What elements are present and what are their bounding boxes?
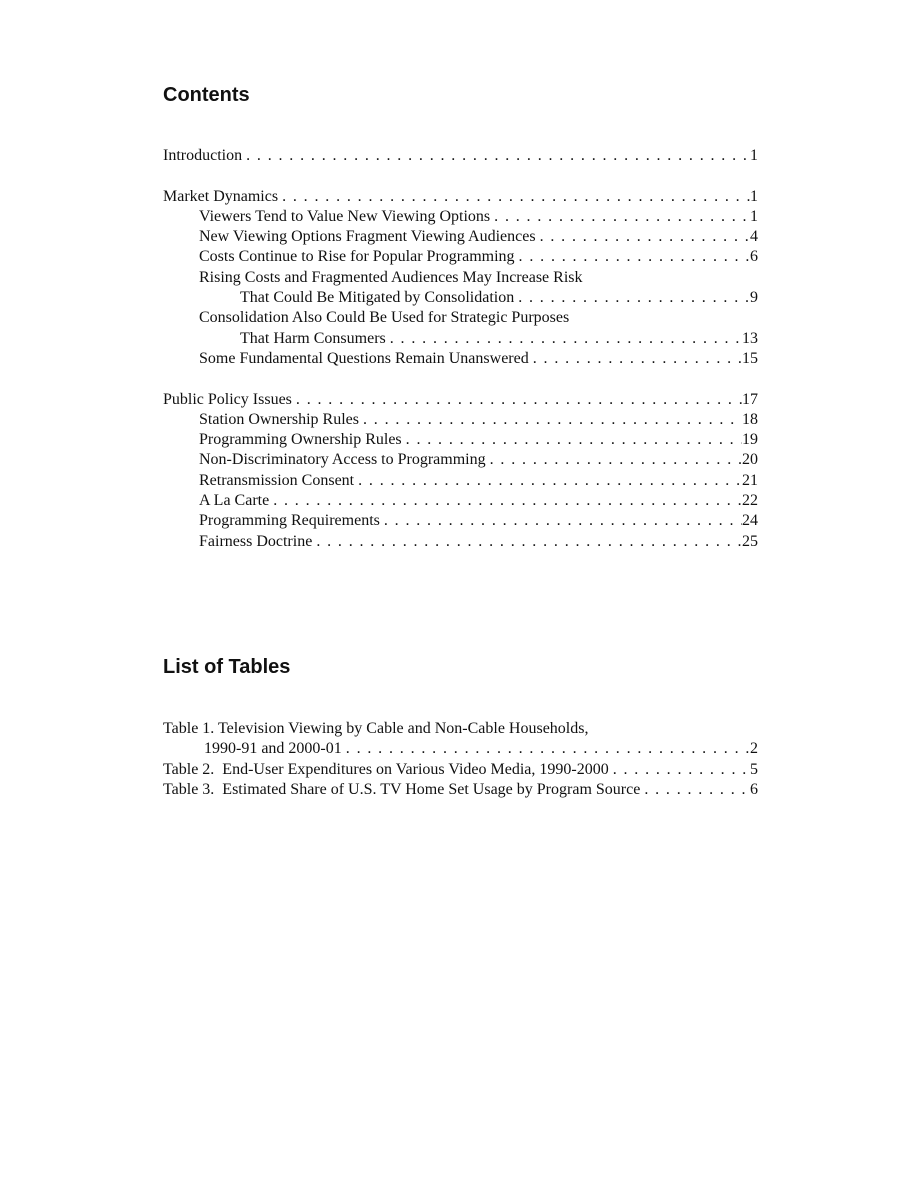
toc-entry-label: Public Policy Issues	[163, 390, 292, 408]
dot-leader	[529, 349, 742, 369]
toc-entry-label: Programming Requirements	[199, 512, 380, 530]
toc-entry-label: Programming Ownership Rules	[199, 431, 402, 449]
table-entry-1-line2[interactable]	[163, 739, 758, 759]
toc-entry-page: 24	[742, 512, 758, 530]
toc-entry-fundamental-questions[interactable]	[163, 349, 758, 369]
table-entry-label: Table 2. End-User Expenditures on Various Video Media, 1990-2000	[163, 760, 609, 778]
toc-entry-page: 13	[742, 329, 758, 347]
toc-entry-label: Fairness Doctrine	[199, 532, 313, 550]
toc-entry-page: 22	[742, 492, 758, 510]
toc-entry-page: 4	[750, 228, 758, 246]
toc-entry-page: 15	[742, 349, 758, 367]
toc-entry-page: 1	[750, 187, 758, 205]
toc-entry-page: 18	[742, 410, 758, 428]
dot-leader	[514, 288, 750, 308]
toc-entry-retransmission-consent[interactable]	[163, 471, 758, 491]
dot-leader	[536, 227, 750, 247]
dot-leader	[359, 410, 742, 430]
toc-entry-fairness-doctrine[interactable]	[163, 532, 758, 552]
dot-leader	[278, 187, 750, 207]
toc-entry-rising-costs-line1[interactable]	[163, 268, 758, 288]
toc-entry-page: 9	[750, 289, 758, 307]
toc-entry-programming-requirements[interactable]	[163, 511, 758, 531]
toc-entry-label: Some Fundamental Questions Remain Unanswered	[199, 349, 529, 367]
dot-leader	[402, 430, 742, 450]
toc-entry-fragment-audiences[interactable]	[163, 227, 758, 247]
toc-entry-page: 19	[742, 431, 758, 449]
dot-leader	[312, 532, 742, 552]
dot-leader	[640, 780, 750, 800]
table-entry-label: Table 3. Estimated Share of U.S. TV Home Set Usage by Program Source	[163, 780, 641, 798]
toc-entry-label: Retransmission Consent	[199, 471, 355, 489]
dot-leader	[242, 146, 750, 166]
toc-entry-label: Station Ownership Rules	[199, 410, 359, 428]
toc-entry-page: 20	[742, 451, 758, 469]
toc-entry-page: 17	[742, 390, 758, 408]
table-entry-3[interactable]	[163, 780, 758, 800]
toc-entry-page: 1	[750, 147, 758, 164]
dot-leader	[292, 390, 742, 410]
toc-entry-page: 21	[742, 471, 758, 489]
toc-entry-label: Rising Costs and Fragmented Audiences May Increase Risk	[199, 268, 583, 286]
toc-entry-consolidation-line1[interactable]	[163, 308, 758, 328]
list-of-tables-heading: List of Tables	[163, 656, 291, 678]
toc-entry-consolidation-line2[interactable]	[163, 329, 758, 349]
toc-entry-label: That Harm Consumers	[240, 329, 386, 347]
table-entry-2[interactable]	[163, 760, 758, 780]
toc-entry-page: 1	[750, 207, 758, 225]
dot-leader	[380, 511, 742, 531]
table-entry-page: 6	[750, 780, 758, 798]
contents-list	[163, 146, 758, 552]
toc-entry-label: Consolidation Also Could Be Used for Strategic Purposes	[199, 309, 570, 327]
toc-entry-market-dynamics[interactable]	[163, 187, 758, 207]
dot-leader	[490, 207, 750, 227]
dot-leader	[515, 247, 750, 267]
table-entry-1-line1[interactable]	[163, 719, 758, 739]
toc-entry-public-policy[interactable]	[163, 390, 758, 410]
table-entry-page: 2	[750, 740, 758, 758]
toc-entry-page: 25	[742, 532, 758, 550]
toc-entry-label: Market Dynamics	[163, 187, 279, 205]
toc-entry-introduction[interactable]	[163, 146, 758, 166]
toc-entry-a-la-carte[interactable]	[163, 491, 758, 511]
toc-entry-label: Costs Continue to Rise for Popular Programming	[199, 248, 515, 266]
toc-entry-label: Viewers Tend to Value New Viewing Options	[199, 207, 491, 225]
dot-leader	[609, 760, 750, 780]
toc-entry-label: New Viewing Options Fragment Viewing Audiences	[199, 228, 536, 246]
toc-entry-label: Non-Discriminatory Access to Programming	[199, 451, 486, 469]
toc-entry-programming-ownership[interactable]	[163, 430, 758, 450]
toc-entry-page: 6	[750, 248, 758, 266]
toc-entry-rising-costs-line2[interactable]	[163, 288, 758, 308]
toc-entry-label: Introduction	[163, 147, 243, 164]
dot-leader	[486, 450, 742, 470]
toc-entry-station-ownership[interactable]	[163, 410, 758, 430]
dot-leader	[342, 739, 750, 759]
list-of-tables	[163, 719, 758, 800]
table-entry-label: 1990-91 and 2000-01	[204, 740, 342, 758]
contents-heading: Contents	[163, 84, 250, 106]
dot-leader	[386, 329, 742, 349]
toc-entry-viewers-value-options[interactable]	[163, 207, 758, 227]
toc-entry-costs-rise[interactable]	[163, 247, 758, 267]
table-entry-label: Table 1. Television Viewing by Cable and Non-Cable Households,	[163, 720, 589, 737]
dot-leader	[354, 471, 742, 491]
dot-leader	[269, 491, 742, 511]
toc-entry-label: A La Carte	[199, 492, 270, 510]
toc-entry-non-discriminatory-access[interactable]	[163, 450, 758, 470]
table-entry-page: 5	[750, 760, 758, 778]
toc-entry-label: That Could Be Mitigated by Consolidation	[240, 289, 515, 307]
